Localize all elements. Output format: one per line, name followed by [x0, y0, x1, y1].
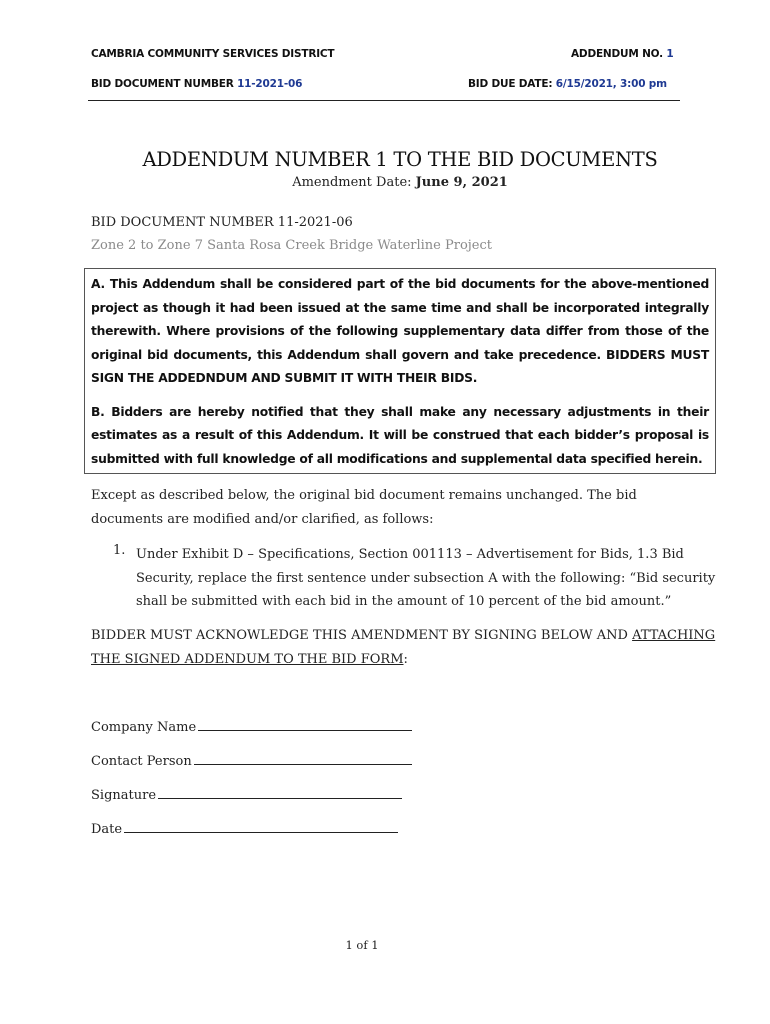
- company-name-label: Company Name: [91, 720, 197, 735]
- page-number: 1 of 1: [345, 938, 379, 952]
- amendment-date: [0, 175, 770, 190]
- signature-line[interactable]: [158, 786, 402, 799]
- document-title: ADDENDUM NUMBER 1 TO THE BID DOCUMENTS: [142, 148, 658, 171]
- signature-field: [91, 786, 402, 803]
- contact-person-label: Contact Person: [91, 754, 192, 769]
- list-item-number: 1.: [113, 543, 126, 558]
- company-name-line[interactable]: [198, 718, 412, 731]
- acknowledgement-suffix: :: [403, 651, 408, 667]
- date-line[interactable]: [124, 820, 398, 833]
- addendum-label: ADDENDUM NO.: [571, 48, 667, 60]
- acknowledgement-paragraph: [91, 624, 721, 671]
- intro-paragraph: Except as described below, the original bid document remains unchanged. The bid documents are modified and/or clarified, as follows:: [91, 488, 637, 527]
- acknowledgement-underlined: ATTACHING THE SIGNED ADDENDUM TO THE BID FORM: [91, 628, 716, 667]
- bid-due-label: BID DUE DATE:: [468, 78, 556, 90]
- bid-document-number-header: [91, 78, 302, 90]
- signature-label: Signature: [91, 788, 157, 803]
- district-name: CAMBRIA COMMUNITY SERVICES DISTRICT: [91, 48, 335, 60]
- company-name-field: [91, 718, 412, 735]
- amendment-date-label: Amendment Date:: [292, 175, 416, 190]
- date-label: Date: [91, 822, 123, 837]
- bid-due-value: 6/15/2021, 3:00 pm: [555, 78, 667, 90]
- addendum-number-label: [571, 48, 674, 60]
- notice-paragraph-a: A. This Addendum shall be considered part of the bid documents for the above-mentioned project as though it had been issued at the same time and shall be incorporated integrally therewith. Where provisions of the following supplementary data differ from those of the original bid documents, this Addendum shall govern and take precedence. BIDDERS MUST SIGN THE ADDEDNDUM AND SUBMIT IT WITH THEIR BIDS.: [91, 277, 709, 385]
- header-divider: [88, 100, 680, 101]
- notice-box: [84, 268, 716, 474]
- project-name: Zone 2 to Zone 7 Santa Rosa Creek Bridge Waterline Project: [91, 238, 493, 253]
- bid-document-line: BID DOCUMENT NUMBER 11-2021-06: [91, 215, 353, 230]
- amendment-date-value: June 9, 2021: [415, 175, 508, 190]
- addendum-number: 1: [666, 48, 674, 60]
- bid-doc-label: BID DOCUMENT NUMBER: [91, 78, 238, 90]
- acknowledgement-text: BIDDER MUST ACKNOWLEDGE THIS AMENDMENT BY SIGNING BELOW AND: [91, 628, 633, 643]
- list-item-text: Under Exhibit D – Specifications, Section 001113 – Advertisement for Bids, 1.3 Bid Security, replace the first sentence under subsection A with the following: “Bid security shall be submitted with each bid in the amount of 10 percent of the bid amount.”: [136, 547, 716, 609]
- contact-person-line[interactable]: [194, 752, 412, 765]
- bid-doc-number: 11-2021-06: [237, 78, 303, 90]
- contact-person-field: [91, 752, 412, 769]
- notice-paragraph-b: B. Bidders are hereby notified that they shall make any necessary adjustments in their estimates as a result of this Addendum. It will be construed that each bidder’s proposal is submitted with full knowledge of all modifications and supplemental data specified herein.: [91, 404, 709, 466]
- bid-due-date: [468, 78, 667, 90]
- date-field: [91, 820, 398, 837]
